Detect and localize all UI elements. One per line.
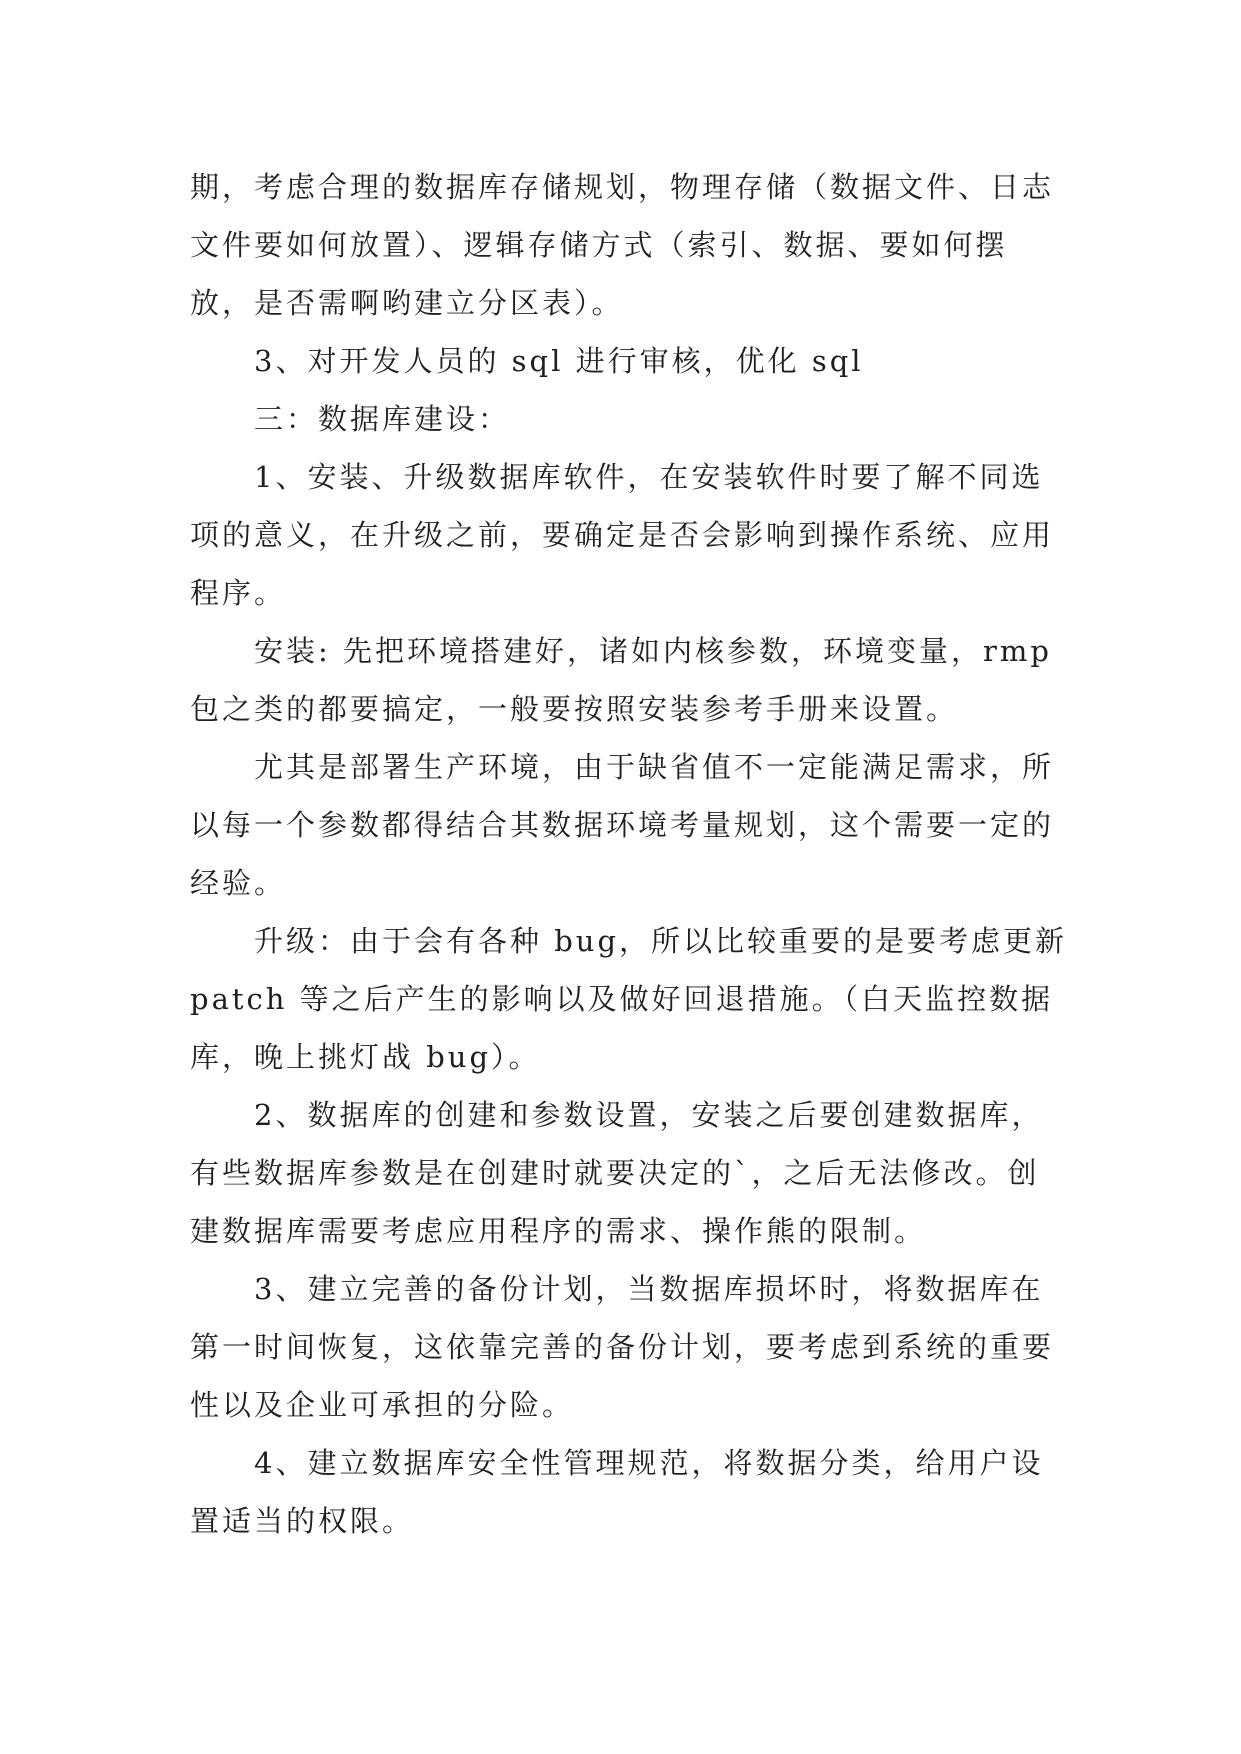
paragraph-install-upgrade: 1、安装、升级数据库软件，在安装软件时要了解不同选项的意义，在升级之前，要确定是否会影响到操作系统、应用程序。 (190, 460, 1055, 610)
paragraph-create-database: 2、数据库的创建和参数设置，安装之后要创建数据库，有些数据库参数是在创建时就要决定的`，之后无法修改。创建数据库需要考虑应用程序的需求、操作熊的限制。 (190, 1098, 1044, 1248)
paragraph-upgrade: 升级：由于会有各种 bug，所以比较重要的是要考虑更新 patch 等之后产生的影响以及做好回退措施。（白天监控数据库，晚上挑灯战 bug）。 (190, 924, 1080, 1074)
paragraph-backup-plan: 3、建立完善的备份计划，当数据库损坏时，将数据库在第一时间恢复，这依靠完善的备份计划，要考虑到系统的重要性以及企业可承担的分险。 (190, 1272, 1055, 1422)
document-body (190, 158, 1080, 1550)
paragraph-storage-planning: 期，考虑合理的数据库存储规划，物理存储（数据文件、日志文件要如何放置）、逻辑存储方式（索引、数据、要如何摆放，是否需啊哟建立分区表）。 (190, 170, 1055, 320)
paragraph-production-environment: 尤其是部署生产环境，由于缺省值不一定能满足需求，所以每一个参数都得结合其数据环境考量规划，这个需要一定的经验。 (190, 750, 1055, 900)
section-heading-database-construction: 三：数据库建设： (254, 402, 511, 436)
paragraph-sql-review: 3、对开发人员的 sql 进行审核，优化 sql (254, 344, 864, 378)
paragraph-security-management: 4、建立数据库安全性管理规范，将数据分类，给用户设置适当的权限。 (190, 1446, 1044, 1538)
paragraph-install: 安装: 先把环境搭建好，诸如内核参数，环境变量，rmp 包之类的都要搞定，一般要按照安装参考手册来设置。 (190, 634, 1065, 726)
